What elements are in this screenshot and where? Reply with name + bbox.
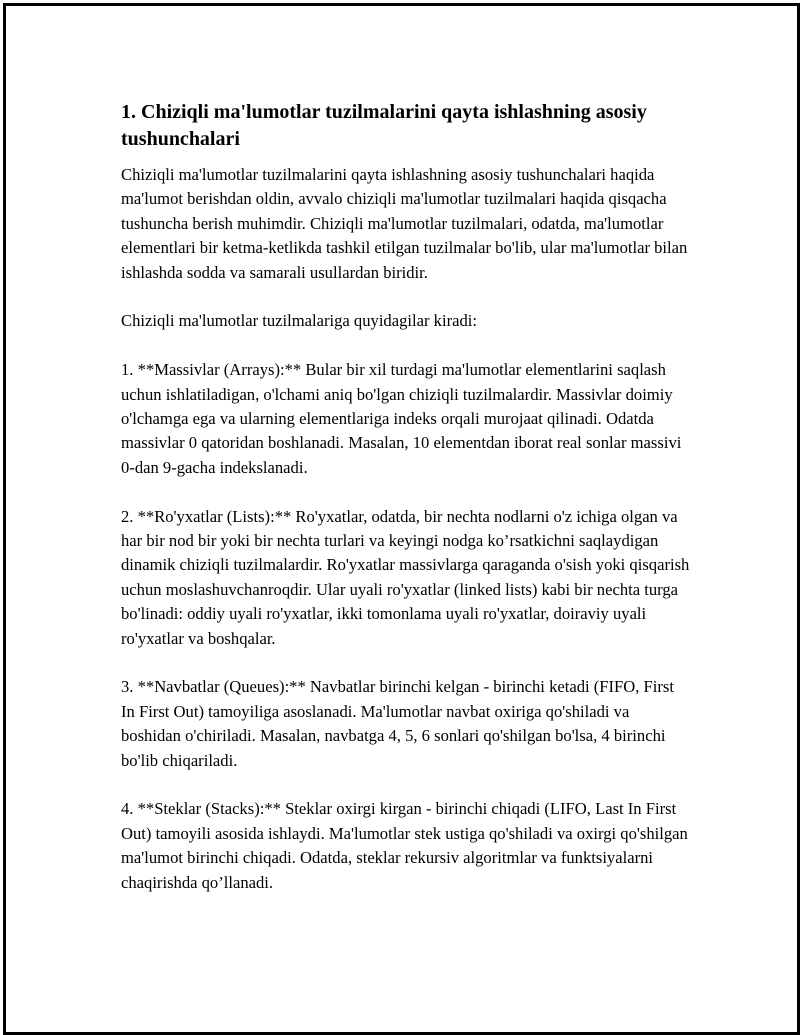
arrays-paragraph: 1. **Massivlar (Arrays):** Bular bir xil turdagi ma'lumotlar elementlarini saqlash uchun ishlatiladigan, o'lchami aniq bo'lgan chiziqli tuzilmalardir. Massivlar doimiy o'lchamga ega va ularning elementlariga indeks orqali murojaat qilinadi. Odatda massivlar 0 qatoridan boshlanadi. Masalan, 10 elementdan iborat real sonlar massivi 0-dan 9-gacha indekslanadi. — [121, 360, 682, 477]
queues-paragraph: 3. **Navbatlar (Queues):** Navbatlar birinchi kelgan - birinchi ketadi (FIFO, First In First Out) tamoyiliga asoslanadi. Ma'lumotlar navbat oxiriga qo'shiladi va boshidan o'chiriladi. Masalan, navbatga 4, 5, 6 sonlari qo'shilgan bo'lsa, 4 birinchi bo'lib chiqariladi. — [121, 677, 674, 770]
document-body — [121, 99, 691, 920]
document-title: 1. Chiziqli ma'lumotlar tuzilmalarini qayta ishlashning asosiy tushunchalari — [121, 101, 647, 150]
intro-paragraph: Chiziqli ma'lumotlar tuzilmalarini qayta ishlashning asosiy tushunchalari haqida ma'lumot berishdan oldin, avvalo chiziqli ma'lumotlar tuzilmalari haqida qisqacha tushuncha berish muhimdir. Chiziqli ma'lumotlar tuzilmalari, odatda, ma'lumotlar elementlari bir ketma-ketlikda tashkil etilgan tuzilmalar bo'lib, ular ma'lumotlar bilan ishlashda sodda va samarali usullardan biridir. — [121, 165, 688, 282]
list-intro-paragraph: Chiziqli ma'lumotlar tuzilmalariga quyidagilar kiradi: — [121, 311, 477, 331]
page-border — [3, 3, 800, 1035]
stacks-paragraph: 4. **Steklar (Stacks):** Steklar oxirgi kirgan - birinchi chiqadi (LIFO, Last In First Out) tamoyili asosida ishlaydi. Ma'lumotlar stek ustiga qo'shiladi va oxirgi qo'shilgan ma'lumot birinchi chiqadi. Odatda, steklar rekursiv algoritmlar va funktsiyalarni chaqirishda qo’llanadi. — [121, 799, 688, 892]
lists-paragraph: 2. **Ro'yxatlar (Lists):** Ro'yxatlar, odatda, bir nechta nodlarni o'z ichiga olgan va har bir nod bir yoki bir nechta turlari va keyingi nodga ko’rsatkichni saqlaydigan dinamik chiziqli tuzilmalardir. Ro'yxatlar massivlarga qaraganda o'sish yoki qisqarish uchun moslashuvchanroqdir. Ular uyali ro'yxatlar (linked lists) kabi bir nechta turga bo'linadi: oddiy uyali ro'yxatlar, ikki tomonlama uyali ro'yxatlar, doiraviy uyali ro'yxatlar va boshqalar. — [121, 506, 690, 648]
